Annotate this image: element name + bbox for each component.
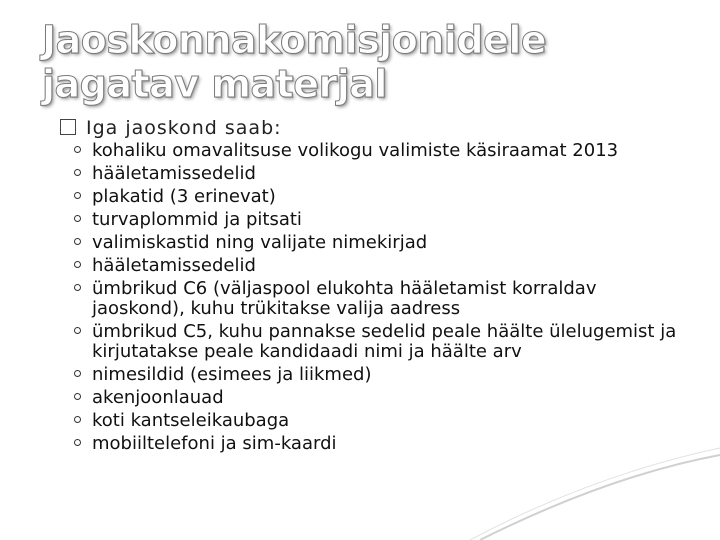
list-item xyxy=(74,434,694,454)
bullet-level1 xyxy=(60,116,282,140)
list-item-text: plakatid (3 erinevat) xyxy=(92,186,276,207)
sub-bullet-list xyxy=(74,141,694,457)
list-item-text: hääletamissedelid xyxy=(92,255,256,276)
list-item xyxy=(74,365,694,385)
circle-bullet-icon xyxy=(74,327,81,334)
checkbox-bullet-icon xyxy=(60,119,76,135)
circle-bullet-icon xyxy=(74,261,81,268)
circle-bullet-icon xyxy=(74,192,81,199)
list-item-text: nimesildid (esimees ja liikmed) xyxy=(92,364,372,385)
list-item-text: valimiskastid ning valijate nimekirjad xyxy=(92,232,428,253)
circle-bullet-icon xyxy=(74,238,81,245)
list-item xyxy=(74,322,694,362)
circle-bullet-icon xyxy=(74,284,81,291)
circle-bullet-icon xyxy=(74,169,81,176)
level1-label: Iga jaoskond saab: xyxy=(86,117,282,139)
list-item-text: akenjoonlauad xyxy=(92,387,224,408)
circle-bullet-icon xyxy=(74,439,81,446)
circle-bullet-icon xyxy=(74,215,81,222)
list-item-text: koti kantseleikaubaga xyxy=(92,410,290,431)
slide-title: Jaoskonnakomisjonidele jagatav materjal xyxy=(42,18,547,106)
list-item-text: ümbrikud C6 (väljaspool elukohta hääletamist korraldav jaoskond), kuhu trükitakse valija aadress xyxy=(92,278,597,319)
list-item xyxy=(74,141,694,161)
list-item xyxy=(74,411,694,431)
list-item xyxy=(74,279,694,319)
circle-bullet-icon xyxy=(74,370,81,377)
circle-bullet-icon xyxy=(74,416,81,423)
circle-bullet-icon xyxy=(74,393,81,400)
list-item xyxy=(74,210,694,230)
list-item xyxy=(74,187,694,207)
list-item-text: hääletamissedelid xyxy=(92,163,256,184)
list-item-text: kohaliku omavalitsuse volikogu valimiste käsiraamat 2013 xyxy=(92,140,619,161)
list-item-text: mobiiltelefoni ja sim-kaardi xyxy=(92,433,337,454)
list-item xyxy=(74,164,694,184)
list-item xyxy=(74,256,694,276)
circle-bullet-icon xyxy=(74,146,81,153)
list-item xyxy=(74,233,694,253)
list-item-text: turvaplommid ja pitsati xyxy=(92,209,302,230)
list-item xyxy=(74,388,694,408)
list-item-text: ümbrikud C5, kuhu pannakse sedelid peale häälte ülelugemist ja kirjutatakse peale kandidaadi nimi ja häälte arv xyxy=(92,321,677,362)
